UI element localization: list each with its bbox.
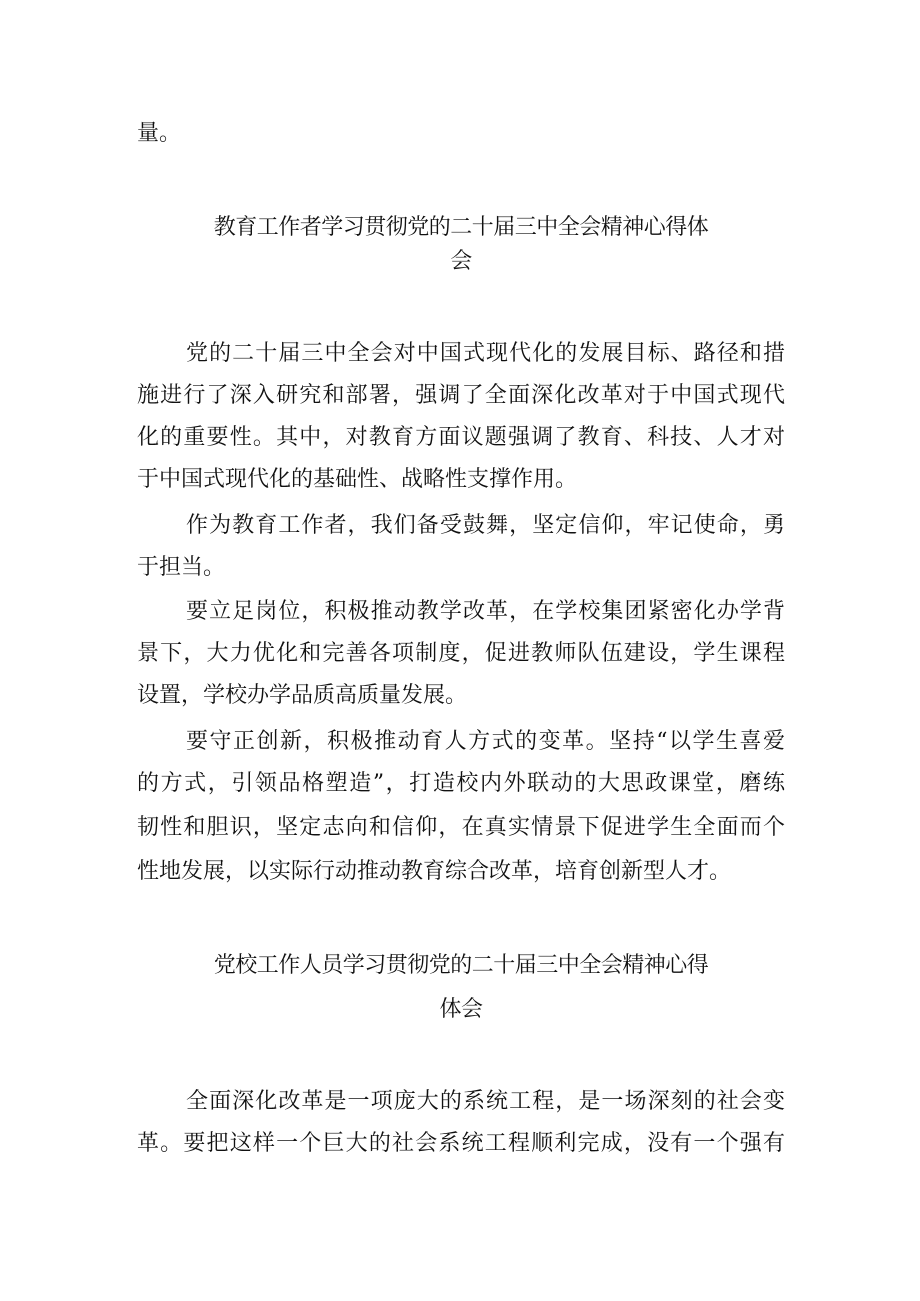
s1-p4-line1: 要守正创新，积极推动育人方式的变革。坚持“以学生喜爱: [186, 729, 785, 754]
s1-p4-line3: 韧性和胆识，坚定志向和信仰，在真实情景下促进学生全面而个: [137, 815, 785, 840]
s1-p1-line3: 化的重要性。其中，对教育方面议题强调了教育、科技、人才对: [137, 425, 785, 450]
section1-title-line1: 教育工作者学习贯彻党的二十届三中全会精神心得体: [213, 215, 709, 240]
s1-p1-line2: 施进行了深入研究和部署，强调了全面深化改革对于中国式现代: [137, 383, 785, 408]
s1-p4-line4: 性地发展，以实际行动推动教育综合改革，培育创新型人才。: [137, 859, 732, 884]
s1-p3-line3: 设置，学校办学品质高质量发展。: [137, 683, 468, 708]
section2-title-line1: 党校工作人员学习贯彻党的二十届三中全会精神心得: [213, 953, 709, 978]
section2-title-line2: 体会: [439, 997, 483, 1022]
s1-p1-line4: 于中国式现代化的基础性、战略性支撑作用。: [137, 467, 578, 492]
section1-title-line2: 会: [450, 249, 472, 274]
s1-p1-line1: 党的二十届三中全会对中国式现代化的发展目标、路径和措: [186, 341, 785, 366]
s1-p2-line2: 于担当。: [137, 555, 226, 580]
carryover-text: 量。: [137, 121, 182, 146]
s2-p1-line2: 革。要把这样一个巨大的社会系统工程顺利完成，没有一个强有: [137, 1131, 785, 1156]
s1-p3-line1: 要立足岗位，积极推动教学改革，在学校集团紧密化办学背: [186, 599, 785, 624]
s2-p1-line1: 全面深化改革是一项庞大的系统工程，是一场深刻的社会变: [186, 1089, 785, 1114]
s1-p3-line2: 景下，大力优化和完善各项制度，促进教师队伍建设，学生课程: [137, 641, 785, 666]
s1-p4-line2: 的方式，引领品格塑造”，打造校内外联动的大思政课堂，磨练: [137, 771, 785, 796]
s1-p2-line1: 作为教育工作者，我们备受鼓舞，坚定信仰，牢记使命，勇: [186, 513, 785, 538]
